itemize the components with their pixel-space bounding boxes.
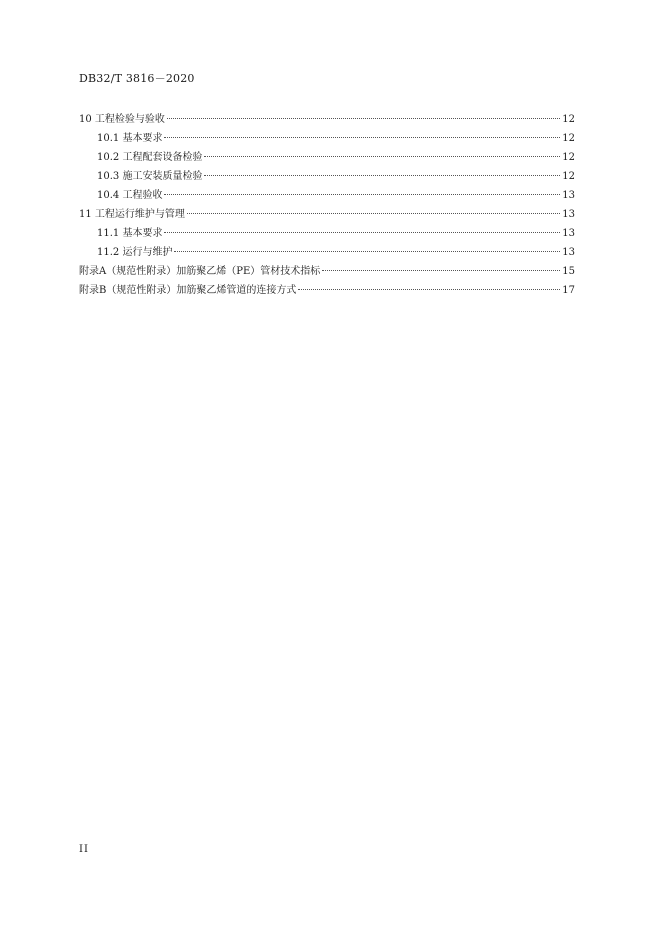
toc-entry[interactable] <box>79 243 575 262</box>
toc-entry[interactable] <box>79 110 575 129</box>
toc-leader-dots <box>164 232 560 233</box>
toc-entry-page: 13 <box>562 190 575 201</box>
toc-leader-dots <box>174 251 560 252</box>
toc-entry-page: 12 <box>562 171 575 182</box>
toc-leader-dots <box>298 289 560 290</box>
toc-entry-title: 10.3 施工安装质量检验 <box>97 171 203 182</box>
toc-leader-dots <box>322 270 560 271</box>
toc-entry[interactable] <box>79 262 575 281</box>
toc-entry-title: 附录B（规范性附录）加筋聚乙烯管道的连接方式 <box>79 285 297 296</box>
toc-entry[interactable] <box>79 167 575 186</box>
toc-leader-dots <box>164 194 560 195</box>
toc-entry-page: 13 <box>562 247 575 258</box>
toc-entry-page: 15 <box>562 266 575 277</box>
toc-entry-page: 17 <box>562 285 575 296</box>
toc-entry-title: 11 工程运行维护与管理 <box>79 209 185 220</box>
toc-leader-dots <box>204 175 560 176</box>
toc-leader-dots <box>164 137 560 138</box>
table-of-contents <box>79 110 575 300</box>
toc-entry-title: 10.1 基本要求 <box>97 133 163 144</box>
document-code: DB32/T 3816－2020 <box>79 72 195 85</box>
toc-leader-dots <box>167 118 560 119</box>
toc-leader-dots <box>204 156 560 157</box>
toc-entry[interactable] <box>79 224 575 243</box>
toc-entry-title: 11.2 运行与维护 <box>97 247 173 258</box>
toc-entry[interactable] <box>79 148 575 167</box>
toc-entry-title: 11.1 基本要求 <box>97 228 163 239</box>
toc-entry-title: 附录A（规范性附录）加筋聚乙烯（PE）管材技术指标 <box>79 266 321 277</box>
toc-entry[interactable] <box>79 186 575 205</box>
toc-entry[interactable] <box>79 205 575 224</box>
toc-entry-page: 12 <box>562 114 575 125</box>
toc-leader-dots <box>187 213 560 214</box>
toc-entry[interactable] <box>79 281 575 300</box>
toc-entry[interactable] <box>79 129 575 148</box>
toc-entry-title: 10 工程检验与验收 <box>79 114 165 125</box>
toc-entry-title: 10.4 工程验收 <box>97 190 163 201</box>
toc-entry-page: 13 <box>562 228 575 239</box>
page-number: II <box>79 844 89 855</box>
toc-entry-page: 12 <box>562 152 575 163</box>
toc-entry-title: 10.2 工程配套设备检验 <box>97 152 203 163</box>
toc-entry-page: 13 <box>562 209 575 220</box>
toc-entry-page: 12 <box>562 133 575 144</box>
